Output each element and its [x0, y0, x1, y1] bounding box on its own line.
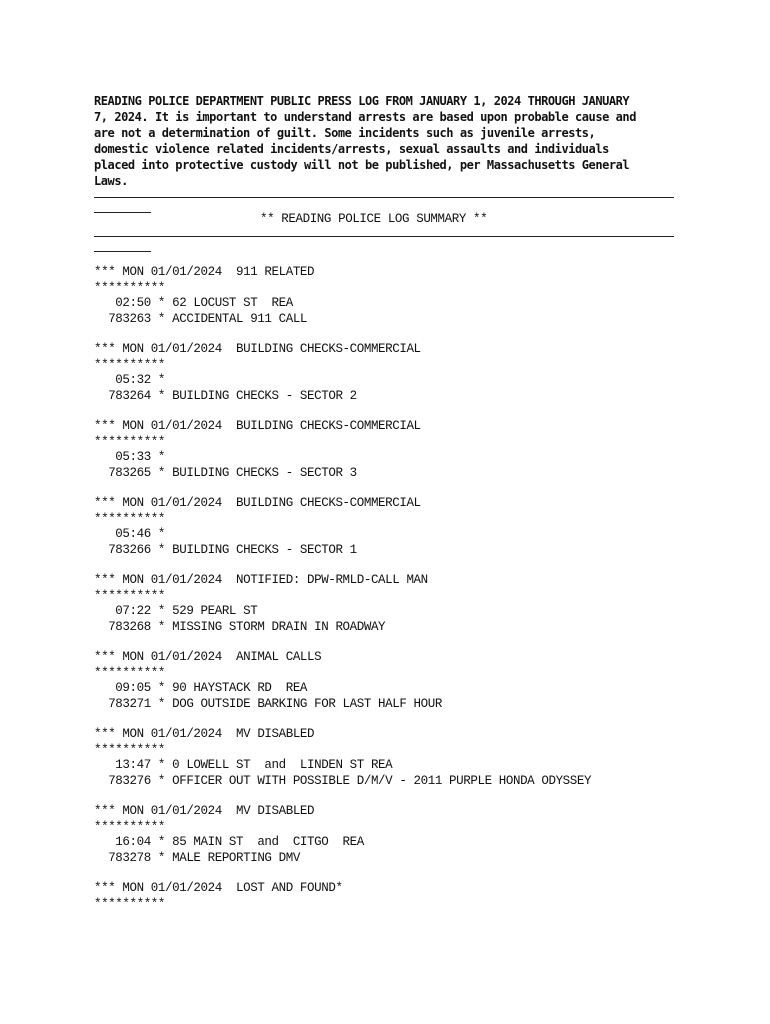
entry-time-location: 05:46 *	[94, 527, 166, 541]
entry-id-description: 783266 * BUILDING CHECKS - SECTOR 1	[94, 542, 357, 557]
log-entry	[94, 419, 684, 481]
bottom-rule	[94, 228, 684, 251]
top-rule	[94, 189, 684, 212]
entry-id-description: 783265 * BUILDING CHECKS - SECTOR 3	[94, 465, 357, 480]
summary-banner	[94, 189, 684, 251]
entry-id-description: 783263 * ACCIDENTAL 911 CALL	[94, 311, 308, 326]
entry-stars: **********	[94, 819, 166, 834]
entry-header: *** MON 01/01/2024 BUILDING CHECKS-COMMERCIAL	[94, 419, 421, 433]
entry-time-location: 02:50 * 62 LOCUST ST REA	[94, 296, 293, 310]
press-log-document	[94, 93, 684, 927]
entry-id-description: 783278 * MALE REPORTING DMV	[94, 850, 300, 865]
entry-stars: **********	[94, 434, 166, 449]
entry-stars: **********	[94, 357, 166, 372]
entry-stars: **********	[94, 511, 166, 526]
entry-id-description: 783271 * DOG OUTSIDE BARKING FOR LAST HALF HOUR	[94, 696, 442, 711]
entry-time-location: 07:22 * 529 PEARL ST	[94, 604, 258, 618]
entry-id-description: 783276 * OFFICER OUT WITH POSSIBLE D/M/V - 2011 PURPLE HONDA ODYSSEY	[94, 773, 592, 788]
log-entries	[94, 265, 684, 912]
entry-stars: **********	[94, 588, 166, 603]
entry-header: *** MON 01/01/2024 911 RELATED	[94, 265, 315, 279]
entry-id-description: 783264 * BUILDING CHECKS - SECTOR 2	[94, 388, 357, 403]
entry-header: *** MON 01/01/2024 BUILDING CHECKS-COMMERCIAL	[94, 496, 421, 510]
entry-time-location: 09:05 * 90 HAYSTACK RD REA	[94, 681, 308, 695]
log-entry	[94, 650, 684, 712]
entry-time-location: 13:47 * 0 LOWELL ST and LINDEN ST REA	[94, 758, 393, 772]
entry-time-location: 16:04 * 85 MAIN ST and CITGO REA	[94, 835, 364, 849]
log-entry	[94, 727, 684, 789]
log-entry	[94, 342, 684, 404]
entry-stars: **********	[94, 280, 166, 295]
log-entry	[94, 265, 684, 327]
entry-stars: **********	[94, 665, 166, 680]
entry-stars: **********	[94, 742, 166, 757]
entry-id-description: 783268 * MISSING STORM DRAIN IN ROADWAY	[94, 619, 386, 634]
entry-header: *** MON 01/01/2024 LOST AND FOUND*	[94, 881, 343, 895]
intro-paragraph: READING POLICE DEPARTMENT PUBLIC PRESS LOG FROM JANUARY 1, 2024 THROUGH JANUARY 7, 2024. It is important to understand arrests are based upon probable cause and are not a determination of guilt. Some incidents such as juvenile arrests, domestic violence related incidents/arrests, sexual assaults and individuals placed into protective custody will not be published, per Massachusetts General Laws.	[94, 94, 636, 188]
entry-time-location: 05:32 *	[94, 373, 166, 387]
entry-time-location: 05:33 *	[94, 450, 166, 464]
entry-header: *** MON 01/01/2024 ANIMAL CALLS	[94, 650, 322, 664]
log-entry	[94, 881, 684, 912]
entry-header: *** MON 01/01/2024 BUILDING CHECKS-COMMERCIAL	[94, 342, 421, 356]
entry-header: *** MON 01/01/2024 MV DISABLED	[94, 727, 315, 741]
summary-title: ** READING POLICE LOG SUMMARY **	[260, 212, 488, 226]
entry-header: *** MON 01/01/2024 NOTIFIED: DPW-RMLD-CALL MAN	[94, 573, 428, 587]
entry-header: *** MON 01/01/2024 MV DISABLED	[94, 804, 315, 818]
entry-stars: **********	[94, 896, 166, 911]
log-entry	[94, 573, 684, 635]
log-entry	[94, 496, 684, 558]
log-entry	[94, 804, 684, 866]
